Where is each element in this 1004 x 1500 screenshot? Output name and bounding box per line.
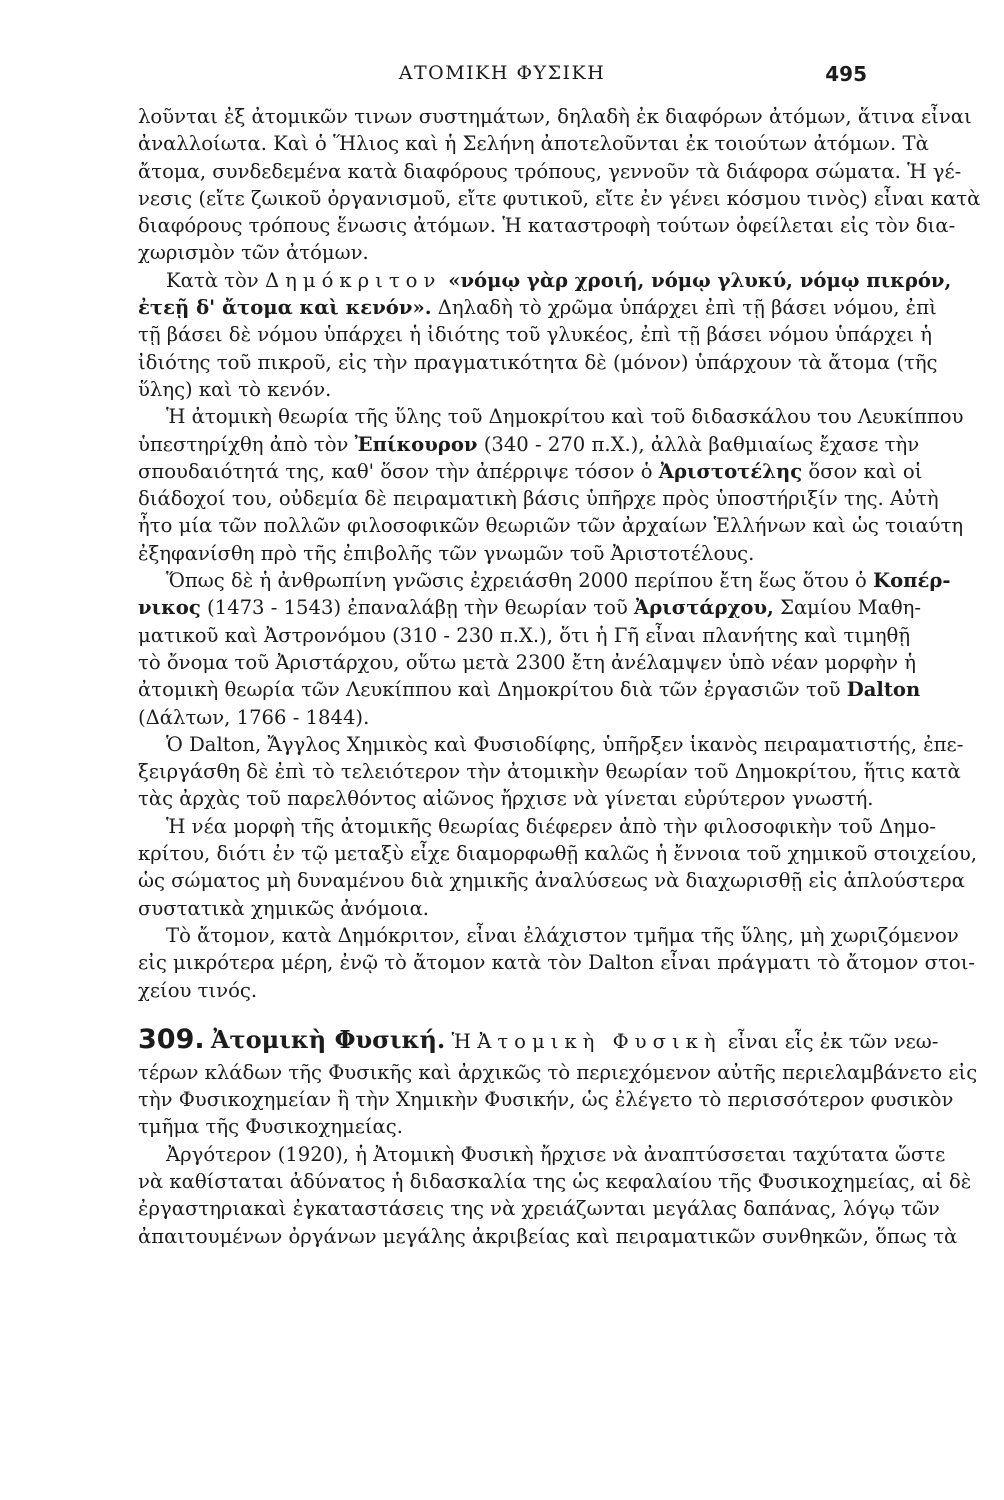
- text-run: εἶναι εἷς ἐκ τῶν νεω-: [721, 1029, 939, 1053]
- text-run: ὅσον καὶ οἱ: [802, 459, 923, 483]
- text-line: τέρων κλάδων τῆς Φυσικῆς καὶ ἀρχικῶς τὸ περιεχόμενον αὐτῆς περιελαμβάνετο εἰς: [138, 1060, 978, 1084]
- text-line: [138, 294, 937, 321]
- text-line: ἄτομα, συνδεδεμένα κατὰ διαφόρους τρόπους, γεννοῦν τὰ διάφορα σώματα. Ἡ γέ-: [138, 159, 962, 183]
- text-line: λοῦνται ἐξ ἀτομικῶν τινων συστημάτων, δηλαδὴ ἐκ διαφόρων ἀτόμων, ἅτινα εἶναι: [138, 105, 972, 128]
- bold-name: Κοπέρ-: [873, 569, 951, 593]
- text-line: τὴν Φυσικοχημείαν ἢ τὴν Χημικὴν Φυσικήν, ὡς ἐλέγετο τὸ περισσότερον φυσικὸν: [138, 1088, 954, 1112]
- text-line: διαφόρους τρόπους ἕνωσις ἀτόμων. Ἡ καταστροφὴ τούτων ὀφείλεται εἰς τὸν δια-: [138, 214, 956, 238]
- section-heading-line: [138, 1021, 939, 1059]
- text-line: Ὁ Dalton, Ἄγγλος Χημικὸς καὶ Φυσιοδίφης, ὑπῆρξεν ἱκανὸς πειραματιστής, ἐπε-: [166, 732, 964, 756]
- text-run: ἀτομικὴ θεωρία τῶν Λευκίππου καὶ Δημοκρίτου διὰ τῶν ἐργασιῶν τοῦ: [138, 678, 847, 702]
- text-line: συστατικὰ χημικῶς ἀνόμοια.: [138, 896, 430, 920]
- text-run: Σαμίου Μαθη-: [773, 596, 921, 620]
- text-line: κρίτου, διότι ἐν τῷ μεταξὺ εἶχε διαμορφωθῇ καλῶς ἡ ἔννοια τοῦ χημικοῦ στοιχείου,: [138, 842, 978, 866]
- text-line: [138, 458, 923, 485]
- paragraph: [138, 922, 976, 1004]
- page-number: 495: [825, 62, 867, 86]
- paragraph: [138, 267, 952, 403]
- text-line: εἰς μικρότερα μέρη, ἐνῷ τὸ ἄτομον κατὰ τὸν Dalton εἶναι πράγματι τὸ ἄτομον στοι-: [138, 951, 976, 975]
- paragraph: [138, 1141, 972, 1250]
- text-line: ἀπαιτουμένων ὀργάνων μεγάλης ἀκριβείας καὶ πειραματικῶν συνθηκῶν, ὅπως τὰ: [138, 1224, 958, 1248]
- bold-name: νικος: [138, 596, 201, 620]
- running-head: [0, 62, 1004, 90]
- text-run: (340 - 270 π.Χ.), ἀλλὰ βαθμιαίως ἔχασε τὴν: [477, 432, 920, 456]
- section-title: Ἀτομικὴ Φυσική.: [210, 1024, 446, 1054]
- text-line: τμῆμα τῆς Φυσικοχημείας.: [138, 1115, 403, 1139]
- text-run: Κατὰ τὸν: [166, 268, 265, 292]
- paragraph: [138, 813, 978, 922]
- running-title: ΑΤΟΜΙΚΗ ΦΥΣΙΚΗ: [398, 62, 606, 84]
- text-line: διάδοχοί του, οὐδεμία δὲ πειραματικὴ βάσις ὑπῆρχε πρὸς ὑποστήριξίν της. Αὐτὴ: [138, 487, 939, 511]
- text-line: Ἀργότερον (1920), ἡ Ἀτομικὴ Φυσικὴ ἤρχισε νὰ ἀναπτύσσεται ταχύτατα ὥστε: [166, 1142, 946, 1166]
- text-line: ἐργαστηριακαὶ ἐγκαταστάσεις της νὰ χρειάζωνται μεγάλας δαπάνας, λόγῳ τῶν: [138, 1197, 940, 1221]
- bold-name: Dalton: [846, 678, 921, 702]
- paragraph: [138, 731, 964, 813]
- text-line: ὡς σώματος μὴ δυναμένου διὰ χημικῆς ἀναλύσεως νὰ διαχωρισθῇ εἰς ἁπλούστερα: [138, 869, 965, 893]
- text-line: Ἡ νέα μορφὴ τῆς ἀτομικῆς θεωρίας διέφερεν ἀπὸ τὴν φιλοσοφικὴν τοῦ Δημο-: [166, 814, 937, 838]
- bold-quote: ἐτεῇ δ' ἄτομα καὶ κενόν».: [138, 296, 432, 320]
- paragraph: [138, 103, 981, 267]
- text-line: ἦτο μία τῶν πολλῶν φιλοσοφικῶν θεωριῶν τῶν ἀρχαίων Ἑλλήνων καὶ ὡς τοιαύτη: [138, 514, 964, 538]
- text-run: Ὅπως δὲ ἡ ἀνθρωπίνη γνῶσις ἐχρειάσθη 2000 περίπου ἔτη ἕως ὅτου ὁ: [166, 569, 874, 593]
- text-run: σπουδαιότητά της, καθ' ὅσον τὴν ἀπέρριψε τόσον ὁ: [138, 459, 659, 483]
- text-line: Τὸ ἄτομον, κατὰ Δημόκριτον, εἶναι ἐλάχιστον τμῆμα τῆς ὕλης, μὴ χωριζόμενον: [166, 923, 959, 947]
- bold-name: Ἀριστάρχου,: [634, 596, 774, 620]
- text-line: Ἡ ἀτομικὴ θεωρία τῆς ὕλης τοῦ Δημοκρίτου καὶ τοῦ διδασκάλου του Λευκίππου: [166, 405, 964, 429]
- text-line: νὰ καθίσταται ἀδύνατος ἡ διδασκαλία της ὡς κεφαλαίου τῆς Φυσικοχημείας, αἱ δὲ: [138, 1169, 972, 1193]
- text-run: (1473 - 1543) ἐπαναλάβῃ τὴν θεωρίαν τοῦ: [200, 596, 635, 620]
- section-number: 309.: [138, 1023, 205, 1055]
- paragraph: [138, 567, 951, 731]
- text-run: Ἡ: [451, 1029, 478, 1053]
- text-line: ματικοῦ καὶ Ἀστρονόμου (310 - 230 π.Χ.), ὅτι ἡ Γῆ εἶναι πλανήτης καὶ τιμηθῇ: [138, 623, 911, 647]
- text-line: (Δάλτων, 1766 - 1844).: [138, 705, 370, 729]
- text-line: ἐξηφανίσθη πρὸ τῆς ἐπιβολῆς τῶν γνωμῶν τοῦ Ἀριστοτέλους.: [138, 541, 755, 565]
- text-line: νεσις (εἴτε ζωικοῦ ὀργανισμοῦ, εἴτε φυτικοῦ, εἴτε ἐν γένει κόσμου τινὸς) εἶναι κατὰ: [138, 186, 981, 210]
- paragraph: [138, 403, 964, 567]
- text-line: ὕλης) καὶ τὸ κενόν.: [138, 377, 332, 401]
- text-line: τὰς ἀρχὰς τοῦ παρελθόντος αἰῶνος ἤρχισε νὰ γίνεται εὐρύτερον γνωστή.: [138, 787, 874, 811]
- text-line: χείου τινός.: [138, 978, 258, 1002]
- section-gap: [138, 1004, 866, 1021]
- text-line: [138, 567, 951, 594]
- text-line: [138, 676, 921, 703]
- text-line: χωρισμὸν τῶν ἀτόμων.: [138, 241, 369, 265]
- text-line: [138, 267, 952, 294]
- text-line: τὸ ὄνομα τοῦ Ἀριστάρχου, οὕτω μετὰ 2300 ἔτη ἀνέλαμψεν ὑπὸ νέαν μορφὴν ἡ: [138, 650, 917, 674]
- bold-quote: «νόμῳ γὰρ χροιή, νόμῳ γλυκύ, νόμῳ πικρόν,: [441, 268, 952, 292]
- text-line: [138, 594, 921, 621]
- text-run: Δηλαδὴ τὸ χρῶμα ὑπάρχει ἐπὶ τῇ βάσει νόμου, ἐπὶ: [431, 296, 937, 320]
- spaced-term: Ἀτομικὴ Φυσικὴ: [477, 1029, 722, 1053]
- text-line: τῇ βάσει δὲ νόμου ὑπάρχει ἡ ἰδιότης τοῦ γλυκέος, ἐπὶ τῇ βάσει νόμου ὑπάρχει ἡ: [138, 323, 933, 347]
- section-paragraph: [138, 1021, 978, 1141]
- bold-name: Ἐπίκουρον: [354, 432, 478, 456]
- text-line: ἰδιότης τοῦ πικροῦ, εἰς τὴν πραγματικότητα δὲ (μόνον) ὑπάρχουν τὰ ἄτομα (τῆς: [138, 350, 938, 374]
- text-line: [138, 431, 920, 458]
- text-line: ξειργάσθη δὲ ἐπὶ τὸ τελειότερον τὴν ἀτομικὴν θεωρίαν τοῦ Δημοκρίτου, ἥτις κατὰ: [138, 760, 961, 784]
- text-line: ἀναλλοίωτα. Καὶ ὁ Ἥλιος καὶ ἡ Σελήνη ἀποτελοῦνται ἐκ τοιούτων ἀτόμων. Τὰ: [138, 132, 929, 156]
- text-run: ὑπεστηρίχθη ἀπὸ τὸν: [138, 432, 355, 456]
- spaced-name: Δημόκριτον: [264, 268, 442, 292]
- bold-name: Ἀριστοτέλης: [658, 459, 803, 483]
- page-body: [138, 103, 981, 1250]
